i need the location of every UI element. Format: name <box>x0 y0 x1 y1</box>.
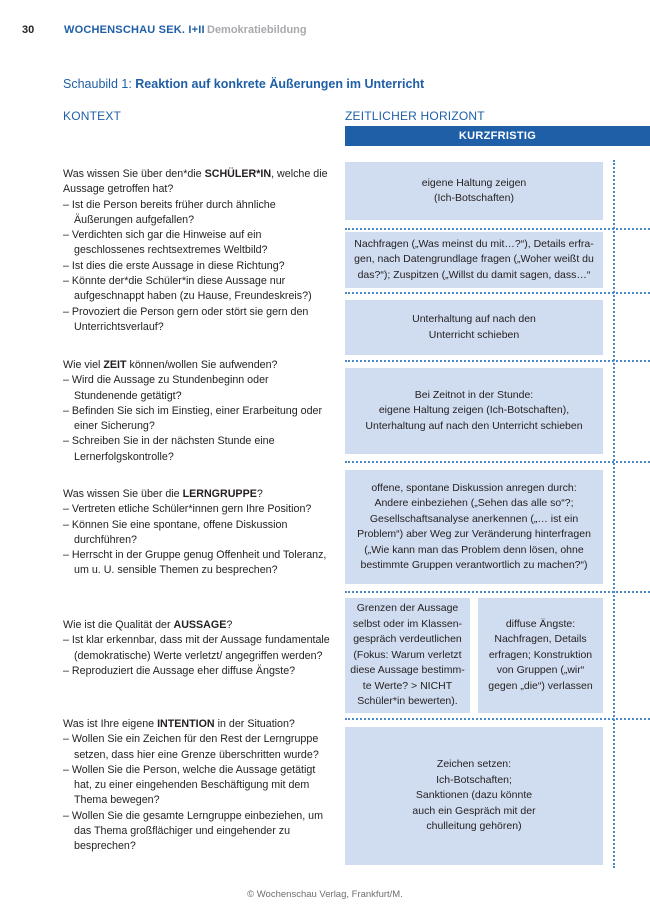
lead-keyword: SCHÜLER*IN <box>204 168 272 180</box>
question-item: – Wollen Sie ein Zeichen für den Rest der Lerngruppe setzen, dass hier eine Grenze überschritten wurde? <box>63 733 319 761</box>
strategy-box <box>478 598 603 713</box>
lead-text: Wie viel <box>63 359 104 371</box>
question-item: – Verdichten sich gar die Hinweise auf ein geschlossenes rechtsextremes Weltbild? <box>63 229 268 257</box>
lead-keyword: ZEIT <box>103 359 127 371</box>
question-lead <box>63 487 333 502</box>
question-block-learning-group <box>63 487 333 579</box>
question-lead <box>63 358 333 373</box>
question-item: – Befinden Sie sich im Einstieg, einer Erarbeitung oder einer Sicherung? <box>63 404 323 433</box>
box-line: eigene Haltung zeigen (Ich-Botschaften), <box>378 404 570 417</box>
topic-title: Demokratiebildung <box>207 24 307 36</box>
lead-text: können/wollen Sie aufwenden? <box>126 359 278 371</box>
series-title: WOCHENSCHAU SEK. I+II <box>64 24 205 36</box>
question-item: – Ist klar erkennbar, dass mit der Aussage fundamentale (demokratische) Werte verletzt/ angegriffen werden? <box>63 634 330 662</box>
dotted-separator <box>345 718 650 720</box>
lead-text: , welche die Aussage getroffen hat? <box>63 168 328 196</box>
box-line: Unterhaltung auf nach den Unterricht schieben <box>365 419 583 432</box>
box-line: Schüler*in bewerten). <box>357 695 458 708</box>
question-item: – Ist die Person bereits früher durch ähnliche Äußerungen aufgefallen? <box>63 198 276 226</box>
lead-text: Was wissen Sie über die <box>63 488 183 500</box>
question-item: – Ist dies die erste Aussage in diese Richtung? <box>63 259 285 272</box>
box-line: (Ich-Botschaften) <box>434 192 514 204</box>
box-line: Problem“) aber Weg zur Veränderung hinterfragen <box>357 528 591 540</box>
strategy-box <box>345 598 470 713</box>
strategy-box <box>345 727 603 865</box>
lead-keyword: LERNGRUPPE <box>182 488 257 500</box>
box-line: von Gruppen („wir“ <box>496 664 585 677</box>
box-line: Andere einbeziehen („Sehen das alle so“?; <box>374 497 574 509</box>
question-lead <box>63 167 333 198</box>
question-block-intention <box>63 717 333 855</box>
box-line: auch ein Gespräch mit der <box>412 804 536 817</box>
strategy-box <box>345 162 603 220</box>
box-line: das?“); Zuspitzen („Willst du damit sagen, dass…“ <box>357 268 591 281</box>
box-line: te Werte? > NICHT <box>362 679 453 692</box>
box-line: selbst oder im Klassen- <box>352 617 463 630</box>
lead-text: Was wissen Sie über den*die <box>63 168 205 180</box>
question-lead <box>63 717 333 732</box>
dotted-vertical-divider <box>613 160 615 868</box>
box-line: Ich-Botschaften; <box>436 773 512 786</box>
dotted-separator <box>345 292 650 294</box>
figure-title <box>63 77 424 91</box>
box-line: Grenzen der Aussage <box>356 602 459 615</box>
box-line: eigene Haltung zeigen <box>421 176 527 189</box>
column-heading-context: KONTEXT <box>63 109 122 123</box>
question-item: – Schreiben Sie in der nächsten Stunde eine Lernerfolgskontrolle? <box>63 435 275 463</box>
box-line: bestimmte Gruppen verantwortlich zu machen?“) <box>360 559 588 571</box>
box-line: Unterricht schieben <box>428 328 520 341</box>
question-item: – Können Sie eine spontane, offene Diskussion durchführen? <box>63 518 288 546</box>
dotted-separator <box>345 228 650 230</box>
lead-text: Wie ist die Qualität der <box>63 619 174 631</box>
strategy-box <box>345 232 603 288</box>
dotted-separator <box>345 360 650 362</box>
strategy-box <box>345 470 603 584</box>
question-block-statement <box>63 618 333 679</box>
lead-text: ? <box>226 619 233 631</box>
question-item: – Wollen Sie die Person, welche die Aussage getätigt hat, zu einer eingehenden Beschäftigung mit dem Thema bewegen? <box>63 763 316 807</box>
box-line: Nachfragen („Was meinst du mit…?“), Details erfra- <box>354 237 594 250</box>
figure-label: Schaubild 1: <box>63 77 136 91</box>
copyright-footer: © Wochenschau Verlag, Frankfurt/M. <box>247 889 403 900</box>
lead-keyword: AUSSAGE <box>173 619 227 631</box>
box-line: gegen „die“) verlassen <box>488 679 593 692</box>
figure-title-text: Reaktion auf konkrete Äußerungen im Unterricht <box>135 77 425 91</box>
question-lead <box>63 618 333 633</box>
lead-keyword: INTENTION <box>157 718 215 730</box>
question-item: – Wollen Sie die gesamte Lerngruppe einbeziehen, um das Thema großflächiger und eingehender zu besprechen? <box>63 809 324 853</box>
box-line: gespräch verdeutlichen <box>353 633 462 646</box>
question-item: – Herrscht in der Gruppe genug Offenheit und Toleranz, um u. U. sensible Themen zu besprechen? <box>63 549 327 577</box>
box-line: Zeichen setzen: <box>436 758 512 771</box>
question-item: – Provoziert die Person gern oder stört sie gern den Unterrichtsverlauf? <box>63 305 309 333</box>
dotted-separator <box>345 591 650 593</box>
question-item: – Wird die Aussage zu Stundenbeginn oder Stundenende getätigt? <box>63 374 269 402</box>
column-heading-time-horizon: ZEITLICHER HORIZONT <box>345 109 485 123</box>
lead-text: Was ist Ihre eigene <box>63 718 158 730</box>
box-line: Nachfragen, Details <box>494 633 587 646</box>
question-block-time <box>63 358 333 465</box>
box-line: gen, nach Datengrundlage fragen („Woher weißt du <box>354 253 594 266</box>
box-line: chulleitung gehören) <box>426 820 522 833</box>
dotted-separator <box>345 461 650 463</box>
box-line: offene, spontane Diskussion anregen durch: <box>371 481 577 494</box>
question-block-student <box>63 167 333 335</box>
box-line: (Fokus: Warum verletzt <box>353 648 462 661</box>
box-line: diese Aussage bestimm- <box>350 664 465 677</box>
question-item: – Vertreten etliche Schüler*innen gern Ihre Position? <box>63 503 312 516</box>
box-line: erfragen; Konstruktion <box>488 648 593 661</box>
box-line: („Wie kann man das Problem denn lösen, ohne <box>364 543 584 556</box>
box-line: Gesellschaftsanalyse anerkennen („… ist ein <box>369 512 579 525</box>
box-line: Unterhaltung auf nach den <box>412 313 536 325</box>
strategy-box <box>345 368 603 454</box>
short-term-band: KURZFRISTIG <box>345 126 650 146</box>
box-line: Bei Zeitnot in der Stunde: <box>414 388 534 401</box>
lead-text: ? <box>256 488 263 500</box>
question-item: – Reproduziert die Aussage eher diffuse Ängste? <box>63 664 296 677</box>
page-number: 30 <box>22 24 35 36</box>
lead-text: in der Situation? <box>214 718 295 730</box>
strategy-box <box>345 300 603 355</box>
question-item: – Könnte der*die Schüler*in diese Aussage nur aufgeschnappt haben (zu Hause, Freundeskreis?) <box>63 275 312 303</box>
box-line: diffuse Ängste: <box>505 617 576 630</box>
box-line: Sanktionen (dazu könnte <box>415 789 533 802</box>
